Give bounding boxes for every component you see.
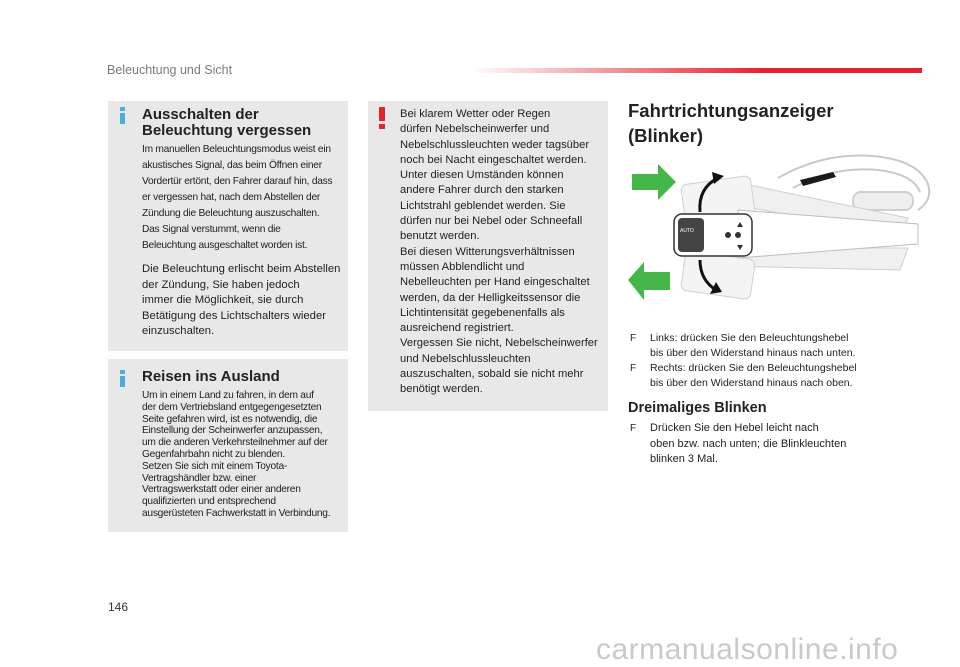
watermark: carmanualsonline.info [596,633,899,666]
box-turnoff-para2 [142,262,340,340]
text-line: Setzen Sie sich mit einem Toyota- [142,460,288,472]
text-line: der dem Vertriebsland entgegengesetzten [142,401,322,413]
text-line: immer die Möglichkeit, sie durch [142,294,304,306]
text-line: ausgerüsteten Fachwerkstatt in Verbindung. [142,507,331,519]
text-line: um die anderen Verkehrsteilnehmer auf der [142,437,328,449]
text-line: Die Beleuchtung erlischt beim Abstellen [142,263,341,275]
warning-icon [379,107,385,121]
text-line: Vertragswerkstatt oder einer anderen [142,484,301,496]
triple-blink-title: Dreimaliges Blinken [628,400,767,416]
text-line: Nebelschlussleuchten weder tagsüber [400,138,590,151]
text-line: dürfen Nebelscheinwerfer und [400,123,550,136]
text-line: Beleuchtung ausgeschaltet worden ist. [142,240,308,251]
text-line: einzuschalten. [142,325,215,337]
text-line: Vordertür ertönt, den Fahrer darauf hin, dass [142,176,333,187]
bullet-right [630,361,857,391]
text-line: werden, da der Helligkeitssensor die [400,291,581,304]
text-line: dürfen nur bei Nebel oder Schneefall [400,215,583,228]
header-red-line [470,68,922,73]
text-line: der Zündung, Sie haben jedoch [142,278,300,291]
text-line: Drücken Sie den Hebel leicht nach [650,422,819,434]
text-line: Bei klarem Wetter oder Regen [400,108,551,120]
text-line: ausreichend registriert. [400,322,514,335]
box-turnoff-para1 [142,142,332,254]
text-line: Einstellung der Scheinwerfer anzupassen, [142,425,323,437]
text-line: Um in einem Land zu fahren, in dem auf [142,390,314,401]
text-line: andere Fahrer durch den starken [400,184,564,197]
info-icon [120,376,125,387]
page-number: 146 [108,600,129,614]
indicators-title-line1: Fahrtrichtungsanzeiger [628,100,834,121]
text-line: Bei diesen Witterungsverhältnissen [400,245,575,258]
warning-icon-dot [379,124,385,129]
header-title: Beleuchtung und Sicht [107,63,233,77]
box-abroad-title: Reisen ins Ausland [142,368,280,385]
text-line: und Nebelschlussleuchten [400,352,531,365]
bullet-left [630,331,856,361]
text-line: Vergessen Sie nicht, Nebelscheinwerfer [400,337,598,350]
lighting-stalk-illustration [628,150,934,316]
right-arrow-icon [632,164,676,200]
text-line: Unter diesen Umständen können [400,169,564,182]
text-line: Nebelleuchten per Hand eingeschaltet [400,276,590,289]
text-line: müssen Abblendlicht und [400,260,525,273]
box-abroad-text [142,390,330,520]
text-line: Das Signal verstummt, wenn die [142,224,281,235]
bullet-mark: F [630,333,637,344]
text-line: blinken 3 Mal. [650,453,718,465]
indicators-title-line2: (Blinker) [628,125,704,146]
text-line: noch bei Nacht eingeschaltet werden. [400,153,587,166]
text-line: Zündung die Beleuchtung auszuschalten. [142,208,320,219]
text-line: Lichtstrahl geblendet werden. Sie [400,199,566,212]
text-line: akustisches Signal, das beim Öffnen einer [142,160,322,171]
text-line: Im manuellen Beleuchtungsmodus weist ein [142,144,331,155]
box-turnoff-title-line1: Ausschalten der [142,106,259,123]
text-line: oben bzw. nach unten; die Blinkleuchten [650,437,847,450]
text-line: Seite gefahren wird, ist es notwendig, die [142,413,318,425]
text-line: er vergessen hat, nach dem Abstellen der [142,192,321,203]
text-line: bis über den Widerstand hinaus nach unten. [650,347,856,359]
bullet-mark: F [630,423,637,434]
box-turnoff-title [142,107,311,139]
text-line: Gegenfahrbahn nicht zu blenden. [142,448,285,460]
bullet-triple [630,421,847,468]
text-line: Rechts: drücken Sie den Beleuchtungshebel [650,362,857,374]
info-icon [120,113,125,124]
text-line: Lichtintensität gegebenenfalls als [400,306,565,319]
text-line: bis über den Widerstand hinaus nach oben. [650,377,853,389]
text-line: auszuschalten, sobald sie nicht mehr [400,368,584,381]
indicators-title [628,98,834,148]
pointer-mark [800,172,836,186]
text-line: Links: drücken Sie den Beleuchtungshebel [650,332,849,344]
text-line: qualifizierten und entsprechend [142,496,276,508]
text-line: Vertragshändler bzw. einer [142,472,257,484]
stalk-auto-label: AUTO [680,228,694,234]
bullet-mark: F [630,363,637,374]
warning-text [400,107,598,398]
box-turnoff-title-line2: Beleuchtung vergessen [142,122,312,139]
left-arrow-icon [628,262,670,300]
text-line: Betätigung des Lichtschalters wieder [142,309,326,322]
text-line: benutzt werden. [400,230,480,243]
text-line: benötigt werden. [400,383,483,396]
